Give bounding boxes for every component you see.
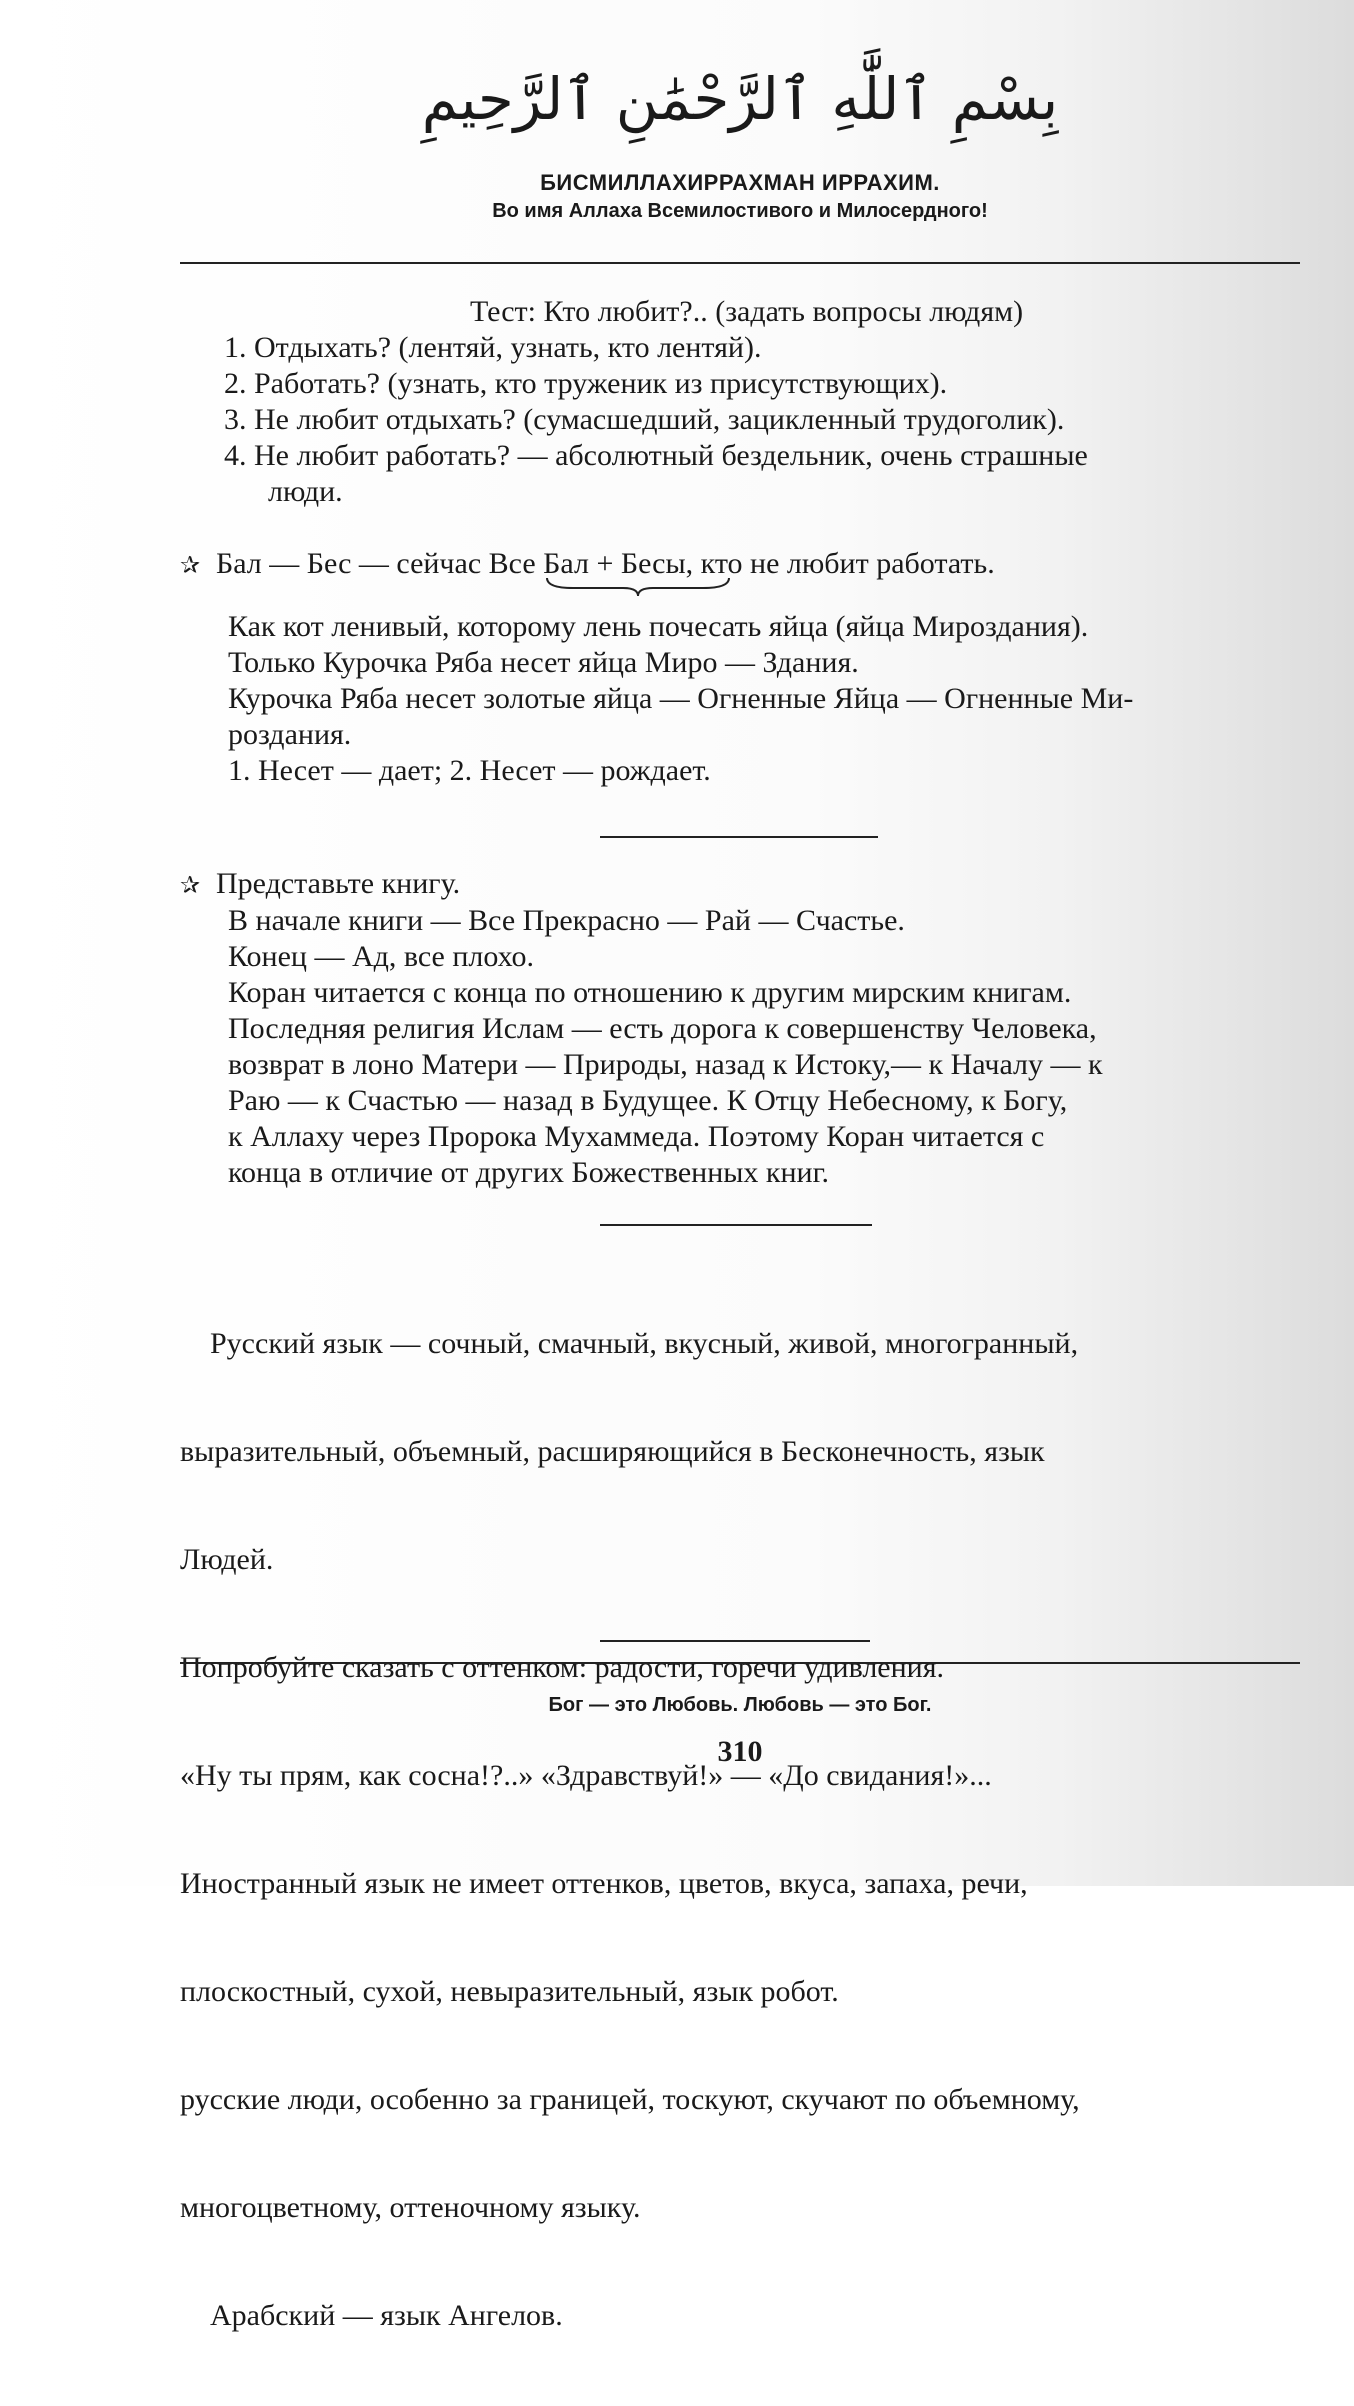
paragraph-line: Попробуйте сказать с оттенком: радости, горечи удивления. bbox=[180, 1651, 945, 1684]
star-icon: ✰ bbox=[180, 871, 201, 899]
paragraph-line: 1. Несет — дает; 2. Несет — рождает. bbox=[228, 754, 711, 787]
section-divider bbox=[600, 1224, 872, 1226]
paragraph-line: Иностранный язык не имеет оттенков, цветов, вкуса, запаха, речи, bbox=[180, 1867, 1028, 1900]
header-divider bbox=[180, 262, 1300, 264]
section-book bbox=[180, 866, 1310, 1191]
list-item: 2. Работать? (узнать, кто труженик из присутствующих). bbox=[224, 367, 948, 400]
list-item: 4. Не любит работать? — абсолютный бездельник, очень страшные bbox=[224, 439, 1088, 472]
book-first-text: Представьте книгу. bbox=[216, 867, 461, 900]
paragraph-line: В начале книги — Все Прекрасно — Рай — Счастье. bbox=[228, 904, 905, 937]
paragraph-line: роздания. bbox=[228, 718, 352, 751]
paragraph-line: Как кот ленивый, которому лень почесать яйца (яйца Мироздания). bbox=[228, 610, 1089, 643]
bal-bes-line bbox=[180, 546, 1310, 583]
paragraph-line: Арабский — язык Ангелов. bbox=[180, 2299, 563, 2332]
page-header bbox=[180, 65, 1300, 223]
paragraph-line: возврат в лоно Матери — Природы, назад к Истоку,— к Началу — к bbox=[228, 1048, 1103, 1081]
paragraph-line: Только Курочка Ряба несет яйца Миро — Здания. bbox=[228, 646, 859, 679]
paragraph-line: Коран читается с конца по отношению к другим мирским книгам. bbox=[228, 976, 1072, 1009]
underbrace-icon bbox=[543, 576, 733, 598]
section-divider bbox=[600, 1640, 870, 1642]
paragraph-line: к Аллаху через Пророка Мухаммеда. Поэтому Коран читается с bbox=[228, 1120, 1045, 1153]
page-number: 310 bbox=[717, 1735, 763, 1768]
header-subtitle: Во имя Аллаха Всемилостивого и Милосердного! bbox=[492, 200, 988, 222]
paragraph-line: Конец — Ад, все плохо. bbox=[228, 940, 534, 973]
list-item: 3. Не любит отдыхать? (сумасшедший, зацикленный трудоголик). bbox=[224, 403, 1065, 436]
list-item-continuation: люди. bbox=[268, 475, 343, 508]
footer-note: Бог — это Любовь. Любовь — это Бог. bbox=[548, 1694, 932, 1716]
braced-text: Бал + Бесы, bbox=[543, 547, 694, 580]
section-russian-language bbox=[180, 1254, 1310, 2406]
section-divider bbox=[600, 836, 878, 838]
paragraph-line: русские люди, особенно за границей, тоскуют, скучают по объемному, bbox=[180, 2083, 1080, 2116]
braced-phrase bbox=[543, 546, 693, 582]
bal-bes-start: Бал — Бес — сейчас Все bbox=[216, 547, 544, 580]
paragraph-line: плоскостный, сухой, невыразительный, язык робот. bbox=[180, 1975, 839, 2008]
footer-divider bbox=[180, 1662, 1300, 1664]
paragraph-line: конца в отличие от других Божественных книг. bbox=[228, 1156, 830, 1189]
section-test bbox=[180, 294, 1310, 510]
star-icon: ✰ bbox=[180, 551, 201, 579]
list-item: 1. Отдыхать? (лентяй, узнать, кто лентяй). bbox=[224, 331, 762, 364]
paragraph-line: Последняя религия Ислам — есть дорога к совершенству Человека, bbox=[228, 1012, 1097, 1045]
paragraph-line: Людей. bbox=[180, 1543, 274, 1576]
section-bal-bes bbox=[180, 546, 1310, 789]
paragraph-line: Раю — к Счастью — назад в Будущее. К Отцу Небесному, к Богу, bbox=[228, 1084, 1068, 1117]
paragraph-line: Курочка Ряба несет золотые яйца — Огненные Яйца — Огненные Ми- bbox=[228, 682, 1134, 715]
header-title: БИСМИЛЛАХИРРАХМАН ИРРАХИМ. bbox=[540, 170, 940, 195]
paragraph-line: Русский язык — сочный, смачный, вкусный, живой, многогранный, bbox=[180, 1327, 1079, 1360]
paragraph-line: «Ну ты прям, как сосна!?..» «Здравствуй!» — «До свидания!»... bbox=[180, 1759, 992, 1792]
paragraph-line: выразительный, объемный, расширяющийся в Бесконечность, язык bbox=[180, 1435, 1045, 1468]
bal-bes-end: кто не любит работать. bbox=[693, 547, 995, 580]
book-first-line bbox=[180, 866, 1310, 903]
arabic-calligraphy: بِسْمِ ٱللَّٰهِ ٱلرَّحْمَٰنِ ٱلرَّحِيمِ bbox=[421, 65, 1059, 133]
test-intro: Тест: Кто любит?.. (задать вопросы людям) bbox=[470, 295, 1024, 328]
paragraph-line: многоцветному, оттеночному языку. bbox=[180, 2191, 641, 2224]
